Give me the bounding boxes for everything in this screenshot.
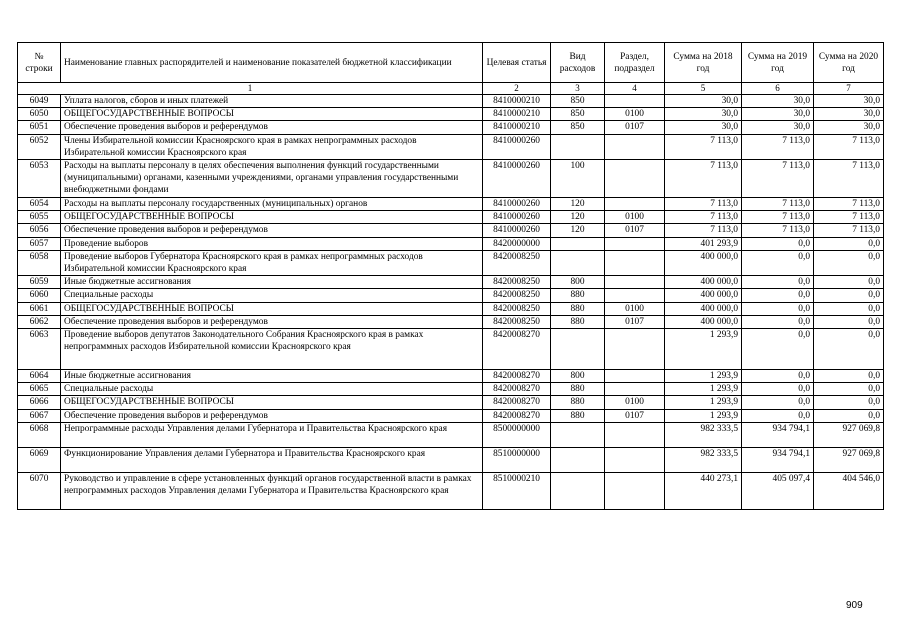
row-sum-2019: 7 113,0	[742, 160, 814, 198]
row-section	[605, 198, 665, 211]
row-sum-2020: 30,0	[814, 108, 884, 121]
table-row	[18, 276, 884, 289]
table-row	[18, 422, 884, 447]
row-number: 6059	[18, 276, 61, 289]
table-row	[18, 121, 884, 134]
row-section	[605, 250, 665, 275]
row-target: 8420008270	[483, 396, 551, 409]
row-section: 0100	[605, 302, 665, 315]
header-row-no: № строки	[18, 43, 61, 83]
row-sum-2020: 0,0	[814, 315, 884, 328]
row-target: 8420008270	[483, 409, 551, 422]
row-expense-type: 120	[551, 224, 605, 237]
row-name: ОБЩЕГОСУДАРСТВЕННЫЕ ВОПРОСЫ	[61, 302, 483, 315]
row-target: 8420008270	[483, 329, 551, 370]
row-sum-2018: 400 000,0	[665, 276, 742, 289]
row-number: 6068	[18, 422, 61, 447]
row-target: 8410000210	[483, 121, 551, 134]
row-sum-2018: 1 293,9	[665, 329, 742, 370]
row-sum-2020: 0,0	[814, 370, 884, 383]
row-target: 8500000000	[483, 422, 551, 447]
row-number: 6054	[18, 198, 61, 211]
table-row	[18, 198, 884, 211]
row-section	[605, 329, 665, 370]
row-sum-2019: 7 113,0	[742, 211, 814, 224]
table-row	[18, 472, 884, 509]
row-sum-2018: 1 293,9	[665, 396, 742, 409]
row-name: Обеспечение проведения выборов и референдумов	[61, 409, 483, 422]
row-sum-2019: 0,0	[742, 315, 814, 328]
row-sum-2019: 0,0	[742, 409, 814, 422]
row-section	[605, 237, 665, 250]
table-row	[18, 237, 884, 250]
budget-table	[17, 42, 884, 510]
row-expense-type: 880	[551, 383, 605, 396]
row-section: 0100	[605, 108, 665, 121]
row-number: 6064	[18, 370, 61, 383]
row-sum-2020: 30,0	[814, 95, 884, 108]
table-row	[18, 160, 884, 198]
row-number: 6065	[18, 383, 61, 396]
row-sum-2020: 0,0	[814, 396, 884, 409]
row-section	[605, 370, 665, 383]
column-number: 2	[483, 83, 551, 95]
row-expense-type: 120	[551, 198, 605, 211]
row-sum-2019: 0,0	[742, 329, 814, 370]
row-target: 8410000210	[483, 108, 551, 121]
row-sum-2020: 0,0	[814, 250, 884, 275]
table-row	[18, 329, 884, 370]
row-sum-2020: 404 546,0	[814, 472, 884, 509]
row-sum-2019: 30,0	[742, 95, 814, 108]
row-expense-type: 880	[551, 302, 605, 315]
row-name: ОБЩЕГОСУДАРСТВЕННЫЕ ВОПРОСЫ	[61, 211, 483, 224]
row-sum-2019: 0,0	[742, 289, 814, 302]
row-name: Обеспечение проведения выборов и референдумов	[61, 121, 483, 134]
row-target: 8420000000	[483, 237, 551, 250]
row-sum-2019: 0,0	[742, 370, 814, 383]
row-sum-2020: 0,0	[814, 237, 884, 250]
row-name: Специальные расходы	[61, 289, 483, 302]
row-number: 6070	[18, 472, 61, 509]
row-sum-2018: 400 000,0	[665, 315, 742, 328]
row-target: 8410000210	[483, 95, 551, 108]
row-number: 6062	[18, 315, 61, 328]
row-sum-2019: 30,0	[742, 108, 814, 121]
row-sum-2020: 30,0	[814, 121, 884, 134]
row-sum-2018: 400 000,0	[665, 289, 742, 302]
row-section: 0100	[605, 396, 665, 409]
row-name: Члены Избирательной комиссии Красноярского края в рамках непрограммных расходов Избирательной комиссии Красноярского края	[61, 134, 483, 159]
row-number: 6050	[18, 108, 61, 121]
row-expense-type	[551, 250, 605, 275]
row-sum-2020: 7 113,0	[814, 198, 884, 211]
row-sum-2018: 440 273,1	[665, 472, 742, 509]
header-sum-2019: Сумма на 2019 год	[742, 43, 814, 83]
row-name: Руководство и управление в сфере установленных функций органов государственной власти в рамках непрограммных расходов Управления делами Губернатора и Правительства Красноярского края	[61, 472, 483, 509]
table-row	[18, 447, 884, 472]
table-row	[18, 370, 884, 383]
row-sum-2019: 0,0	[742, 237, 814, 250]
row-expense-type: 850	[551, 121, 605, 134]
row-sum-2018: 400 000,0	[665, 250, 742, 275]
row-sum-2020: 0,0	[814, 409, 884, 422]
row-expense-type	[551, 237, 605, 250]
row-expense-type: 880	[551, 396, 605, 409]
row-number: 6069	[18, 447, 61, 472]
table-row	[18, 134, 884, 159]
row-sum-2018: 7 113,0	[665, 134, 742, 159]
row-section: 0107	[605, 121, 665, 134]
row-section: 0107	[605, 409, 665, 422]
row-sum-2020: 7 113,0	[814, 134, 884, 159]
header-row	[18, 43, 884, 83]
row-sum-2018: 1 293,9	[665, 383, 742, 396]
row-section: 0100	[605, 211, 665, 224]
table-row	[18, 95, 884, 108]
row-name: Проведение выборов Губернатора Красноярского края в рамках непрограммных расходов Избирательной комиссии Красноярского края	[61, 250, 483, 275]
row-target: 8420008250	[483, 276, 551, 289]
row-number: 6058	[18, 250, 61, 275]
row-expense-type: 120	[551, 211, 605, 224]
row-target: 8510000210	[483, 472, 551, 509]
row-target: 8410000260	[483, 134, 551, 159]
row-sum-2020: 7 113,0	[814, 160, 884, 198]
row-number: 6053	[18, 160, 61, 198]
row-expense-type	[551, 134, 605, 159]
row-name: ОБЩЕГОСУДАРСТВЕННЫЕ ВОПРОСЫ	[61, 108, 483, 121]
row-section	[605, 134, 665, 159]
table-row	[18, 224, 884, 237]
row-section	[605, 289, 665, 302]
column-number: 1	[18, 83, 483, 95]
row-section: 0107	[605, 224, 665, 237]
row-sum-2018: 1 293,9	[665, 370, 742, 383]
row-sum-2018: 400 000,0	[665, 302, 742, 315]
row-name: Обеспечение проведения выборов и референдумов	[61, 224, 483, 237]
row-number: 6049	[18, 95, 61, 108]
row-sum-2018: 1 293,9	[665, 409, 742, 422]
header-sum-2018: Сумма на 2018 год	[665, 43, 742, 83]
row-target: 8420008270	[483, 370, 551, 383]
header-sum-2020: Сумма на 2020 год	[814, 43, 884, 83]
table-row	[18, 409, 884, 422]
row-name: Расходы на выплаты персоналу государственных (муниципальных) органов	[61, 198, 483, 211]
row-name: Проведение выборов депутатов Законодательного Собрания Красноярского края в рамках непрограммных расходов Избирательной комиссии Красноярского края	[61, 329, 483, 370]
row-sum-2019: 934 794,1	[742, 422, 814, 447]
row-name: Расходы на выплаты персоналу в целях обеспечения выполнения функций государственными (муниципальными) органами, казенными учреждениями, органами управления государственными внебюджетными фондами	[61, 160, 483, 198]
row-sum-2019: 7 113,0	[742, 134, 814, 159]
row-name: Иные бюджетные ассигнования	[61, 370, 483, 383]
row-target: 8410000260	[483, 160, 551, 198]
row-sum-2020: 927 069,8	[814, 447, 884, 472]
row-sum-2020: 7 113,0	[814, 224, 884, 237]
row-sum-2020: 0,0	[814, 383, 884, 396]
row-expense-type	[551, 329, 605, 370]
row-sum-2018: 7 113,0	[665, 198, 742, 211]
row-sum-2019: 7 113,0	[742, 224, 814, 237]
row-expense-type: 850	[551, 95, 605, 108]
row-section	[605, 276, 665, 289]
row-target: 8420008270	[483, 383, 551, 396]
row-sum-2019: 0,0	[742, 302, 814, 315]
row-target: 8410000260	[483, 224, 551, 237]
row-name: ОБЩЕГОСУДАРСТВЕННЫЕ ВОПРОСЫ	[61, 396, 483, 409]
row-name: Непрограммные расходы Управления делами Губернатора и Правительства Красноярского края	[61, 422, 483, 447]
row-sum-2020: 0,0	[814, 276, 884, 289]
row-sum-2018: 30,0	[665, 95, 742, 108]
row-name: Проведение выборов	[61, 237, 483, 250]
header-expense-type: Вид расходов	[551, 43, 605, 83]
table-row	[18, 289, 884, 302]
row-expense-type: 100	[551, 160, 605, 198]
row-sum-2020: 7 113,0	[814, 211, 884, 224]
row-number: 6063	[18, 329, 61, 370]
table-row	[18, 211, 884, 224]
row-sum-2019: 0,0	[742, 396, 814, 409]
row-expense-type: 880	[551, 315, 605, 328]
row-sum-2019: 0,0	[742, 250, 814, 275]
table-row	[18, 302, 884, 315]
row-number: 6052	[18, 134, 61, 159]
row-section	[605, 472, 665, 509]
row-name: Иные бюджетные ассигнования	[61, 276, 483, 289]
row-target: 8410000260	[483, 211, 551, 224]
table-row	[18, 396, 884, 409]
row-expense-type	[551, 447, 605, 472]
row-expense-type: 800	[551, 370, 605, 383]
row-number: 6057	[18, 237, 61, 250]
row-sum-2018: 401 293,9	[665, 237, 742, 250]
row-number: 6051	[18, 121, 61, 134]
header-name: Наименование главных распорядителей и наименование показателей бюджетной классификации	[61, 43, 483, 83]
row-sum-2019: 7 113,0	[742, 198, 814, 211]
row-sum-2019: 0,0	[742, 383, 814, 396]
header-target: Целевая статья	[483, 43, 551, 83]
row-section	[605, 95, 665, 108]
row-expense-type: 850	[551, 108, 605, 121]
row-number: 6055	[18, 211, 61, 224]
row-name: Функционирование Управления делами Губернатора и Правительства Красноярского края	[61, 447, 483, 472]
row-expense-type	[551, 422, 605, 447]
row-target: 8420008250	[483, 315, 551, 328]
row-number: 6056	[18, 224, 61, 237]
row-target: 8420008250	[483, 302, 551, 315]
row-sum-2020: 0,0	[814, 302, 884, 315]
row-sum-2020: 927 069,8	[814, 422, 884, 447]
row-sum-2018: 7 113,0	[665, 211, 742, 224]
column-number: 6	[742, 83, 814, 95]
row-sum-2018: 30,0	[665, 121, 742, 134]
page-number: 909	[846, 600, 863, 611]
column-number-row	[18, 83, 884, 95]
row-expense-type	[551, 472, 605, 509]
column-number: 5	[665, 83, 742, 95]
row-section	[605, 160, 665, 198]
column-number: 7	[814, 83, 884, 95]
row-section: 0107	[605, 315, 665, 328]
row-sum-2019: 934 794,1	[742, 447, 814, 472]
row-name: Уплата налогов, сборов и иных платежей	[61, 95, 483, 108]
row-target: 8420008250	[483, 250, 551, 275]
table-row	[18, 383, 884, 396]
row-sum-2020: 0,0	[814, 329, 884, 370]
row-name: Специальные расходы	[61, 383, 483, 396]
row-sum-2018: 7 113,0	[665, 224, 742, 237]
row-sum-2019: 0,0	[742, 276, 814, 289]
row-sum-2019: 405 097,4	[742, 472, 814, 509]
row-target: 8510000000	[483, 447, 551, 472]
row-sum-2018: 982 333,5	[665, 447, 742, 472]
table-row	[18, 315, 884, 328]
row-expense-type: 880	[551, 409, 605, 422]
column-number: 4	[605, 83, 665, 95]
row-name: Обеспечение проведения выборов и референдумов	[61, 315, 483, 328]
row-sum-2020: 0,0	[814, 289, 884, 302]
header-section: Раздел, подраздел	[605, 43, 665, 83]
row-number: 6067	[18, 409, 61, 422]
row-target: 8410000260	[483, 198, 551, 211]
row-sum-2018: 982 333,5	[665, 422, 742, 447]
row-expense-type: 800	[551, 276, 605, 289]
row-section	[605, 447, 665, 472]
table-body	[18, 95, 884, 510]
row-number: 6061	[18, 302, 61, 315]
row-sum-2018: 7 113,0	[665, 160, 742, 198]
table-row	[18, 108, 884, 121]
table-row	[18, 250, 884, 275]
row-expense-type: 880	[551, 289, 605, 302]
row-number: 6060	[18, 289, 61, 302]
row-target: 8420008250	[483, 289, 551, 302]
column-number: 3	[551, 83, 605, 95]
row-sum-2018: 30,0	[665, 108, 742, 121]
row-number: 6066	[18, 396, 61, 409]
row-sum-2019: 30,0	[742, 121, 814, 134]
row-section	[605, 383, 665, 396]
row-section	[605, 422, 665, 447]
